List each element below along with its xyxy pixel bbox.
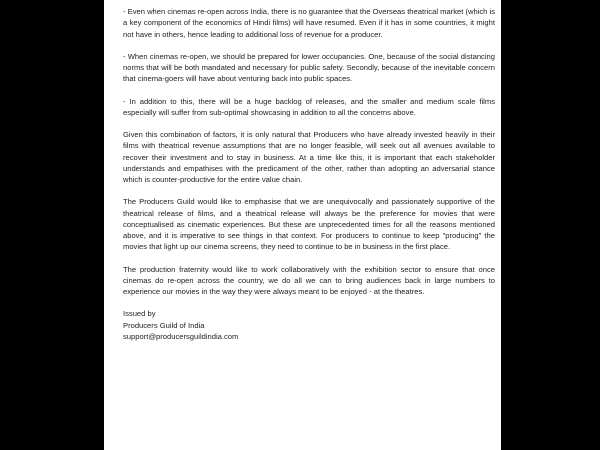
signature-block xyxy=(123,308,495,342)
paragraph-backlog: - In addition to this, there will be a huge backlog of releases, and the smaller and medium scale films especially will suffer from sub-optimal showcasing in addition to all the concerns above. xyxy=(123,96,495,117)
paragraph-combination-of-factors: Given this combination of factors, it is only natural that Producers who have already invested heavily in their films with theatrical revenue assumptions that are no longer feasible, will seek out all avenues available to recover their investment and to stay in business. At a time like this, it is important that each stakeholder understands and empathises with the predicament of the other, rather than adopting an adversarial stance which is counter-productive for the entire value chain. xyxy=(123,130,495,184)
paragraph-overseas-market: - Even when cinemas re-open across India, there is no guarantee that the Overseas theatrical market (which is a key component of the economics of Hindi films) will have resumed. Even if it has in some countries, it might not have in others, hence leading to additional loss of revenue for a producer. xyxy=(123,7,495,39)
contact-email: support@producersguildindia.com xyxy=(123,331,239,341)
document-page xyxy=(104,0,501,450)
paragraph-guild-support: The Producers Guild would like to emphasise that we are unequivocally and passionately supportive of the theatrical release of films, and a theatrical release will always be the preference for movies that were conceptualised as cinematic experiences. But these are unprecedented times for all the reasons mentioned above, and it is imperative to see things in that context. For producers to continue to keep "producing" the movies that light up our cinema screens, they need to continue to be in business in the first place. xyxy=(123,197,495,252)
paragraph-lower-occupancies: - When cinemas re-open, we should be prepared for lower occupancies. One, because of the social distancing norms that will be both mandated and necessary for public safety. Secondly, because of the inevitable concern that cinema-goers will have about venturing back into public spaces. xyxy=(123,51,495,84)
paragraph-collaboration: The production fraternity would like to work collaboratively with the exhibition sector to ensure that once cinemas do re-open across the country, we do all we can to bring audiences back in large numbers to experience our movies in the way they were always meant to be enjoyed - at the theatres. xyxy=(123,264,495,296)
issued-by-label: Issued by xyxy=(123,309,156,319)
organization-name: Producers Guild of India xyxy=(123,320,205,330)
